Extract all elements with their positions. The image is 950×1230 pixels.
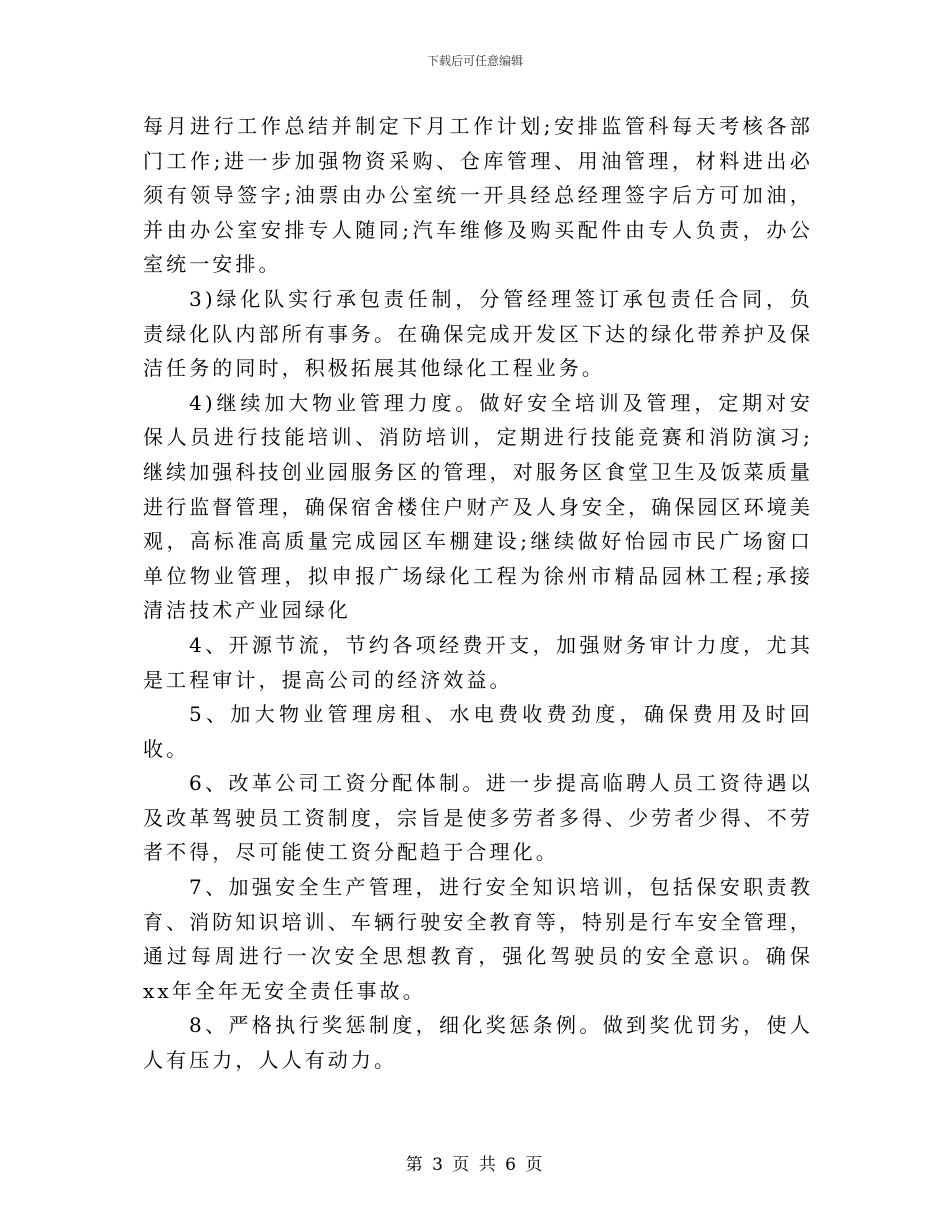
paragraph-property-management: 4)继续加大物业管理力度。做好安全培训及管理，定期对安保人员进行技能培训、消防培训，定期进行技能竞赛和消防演习;继续加强科技创业园服务区的管理，对服务区食堂卫生及饭菜质量进行监督管理，确保宿舍楼住户财产及人身安全，确保园区环境美观，高标准高质量完成园区车棚建设;继续做好怡园市民广场窗口单位物业管理，拟申报广场绿化工程为徐州市精品园林工程;承接清洁技术产业园绿化	[143, 390, 813, 623]
paragraph-reward-punishment: 8、严格执行奖惩制度，细化奖惩条例。做到奖优罚劣，使人人有压力，人人有动力。	[143, 1013, 813, 1073]
paragraph-continued: 每月进行工作总结并制定下月工作计划;安排监管科每天考核各部门工作;进一步加强物资采购、仓库管理、用油管理，材料进出必须有领导签字;油票由办公室统一开具经总经理签字后方可加油，并由办公室安排专人随同;汽车维修及购买配件由专人负责，办公室统一安排。	[143, 114, 813, 277]
document-body	[143, 109, 813, 1078]
paragraph-greening-team: 3)绿化队实行承包责任制，分管经理签订承包责任合同，负责绿化队内部所有事务。在确保完成开发区下达的绿化带养护及保洁任务的同时，积极拓展其他绿化工程业务。	[143, 286, 813, 381]
paragraph-cost-control: 4、开源节流，节约各项经费开支，加强财务审计力度，尤其是工程审计，提高公司的经济效益。	[143, 632, 813, 692]
paragraph-safety-management: 7、加强安全生产管理，进行安全知识培训，包括保安职责教育、消防知识培训、车辆行驶安全教育等，特别是行车安全管理，通过每周进行一次安全思想教育，强化驾驶员的安全意识。确保xx年全年无安全责任事故。	[143, 875, 813, 1003]
paragraph-fee-collection: 5、加大物业管理房租、水电费收费劲度，确保费用及时回收。	[143, 702, 813, 761]
page-number: 第 3 页 共 6 页	[405, 1155, 545, 1175]
paragraph-wage-reform: 6、改革公司工资分配体制。进一步提高临聘人员工资待遇以及改革驾驶员工资制度，宗旨是使多劳者多得、少劳者少得、不劳者不得，尽可能使工资分配趋于合理化。	[143, 771, 813, 865]
page-header-note: 下载后可任意编辑	[426, 54, 523, 68]
